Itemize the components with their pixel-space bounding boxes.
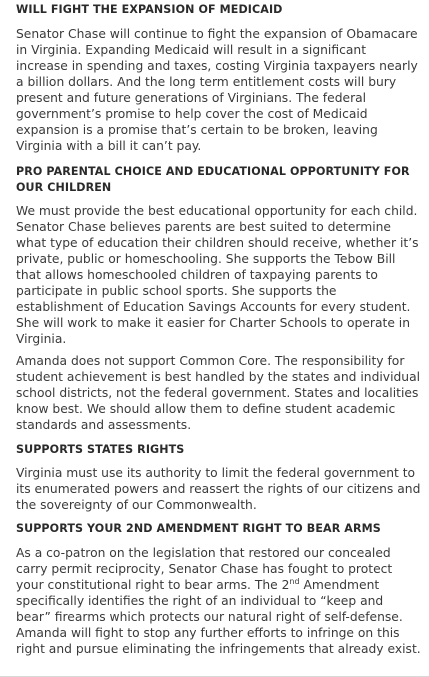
section-heading-2nd-amendment: SUPPORTS YOUR 2ND AMENDMENT RIGHT TO BEAR ARMS (16, 522, 381, 535)
paragraph-text-part: Amendment specifically identifies the right of an individual to “keep and bear” firearms which protects our natural right of self-defense. Amanda will fight to stop any further efforts to infringe on this right and pursue eliminating the infringements that already exist. (16, 578, 421, 656)
ordinal-superscript: nd (289, 576, 300, 586)
section-paragraph-2nd-amendment (16, 545, 421, 657)
paragraph-text-part: As a co-patron on the legislation that restored our concealed carry permit reciprocity, Senator Chase has fought to protect your constitutional right to bear arms. The 2 (16, 546, 393, 592)
section-heading-parental-choice: PRO PARENTAL CHOICE AND EDUCATIONAL OPPORTUNITY FOR OUR CHILDREN (16, 165, 410, 194)
section-paragraph-states-rights: Virginia must use its authority to limit the federal government to its enumerated powers and reassert the rights of our citizens and the sovereignty of our Commonwealth. (16, 466, 421, 512)
section-paragraph-medicaid: Senator Chase will continue to fight the expansion of Obamacare in Virginia. Expanding Medicaid will result in a significant increase in spending and taxes, costing Virginia taxpayers nearly a billion dollars. And the long term entitlement costs will bury present and future generations of Virginians. The federal government’s promise to help cover the cost of Medicaid expansion is a promise that’s certain to be broken, leaving Virginia with a bill it can’t pay. (16, 27, 418, 153)
section-paragraph-education: We must provide the best educational opportunity for each child. Senator Chase believes parents are best suited to determine what type of education their children should receive, whether it’s private, public or homeschooling. She supports the Tebow Bill that allows homeschooled children of taxpaying parents to participate in public school sports. She supports the establishment of Education Savings Accounts for every student. She will work to make it easier for Charter Schools to operate in Virginia. (16, 204, 419, 346)
section-heading-states-rights: SUPPORTS STATES RIGHTS (16, 443, 185, 456)
section-paragraph-common-core: Amanda does not support Common Core. The responsibility for student achievement is best handled by the states and individual school districts, not the federal government. States and localities know best. We should allow them to define student academic standards and assessments. (16, 354, 421, 432)
section-heading-medicaid: WILL FIGHT THE EXPANSION OF MEDICAID (16, 3, 283, 16)
